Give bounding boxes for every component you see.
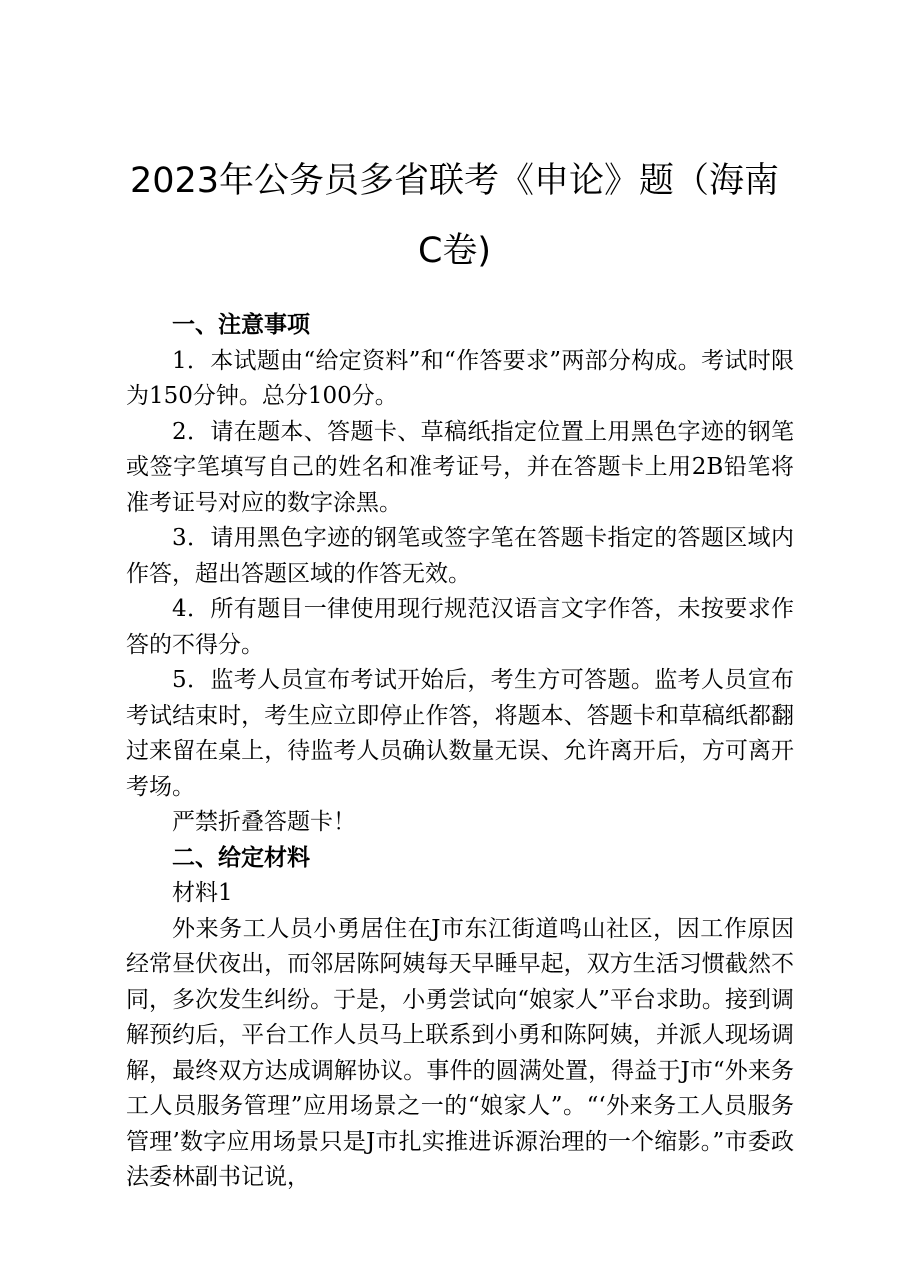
material-paragraph: 外来务工人员小勇居住在J市东江街道鸣山社区，因工作原因经常昼伏夜出，而邻居陈阿姨每天早睡早起，双方生活习惯截然不同，多次发生纠纷。于是，小勇尝试向“娘家人”平台求助。接到调解预约后，平台工作人员马上联系到小勇和陈阿姨，并派人现场调解，最终双方达成调解协议。事件的圆满处置，得益于J市“外来务工人员服务管理”应用场景之一的“娘家人”。“‘外来务工人员服务管理’数字应用场景只是J市扎实推进诉源治理的一个缩影。”市委政法委林副书记说， [126,915,794,1190]
notice-item-1: 1．本试题由“给定资料”和“作答要求”两部分构成。考试时限为150分钟。总分100分。 [126,347,794,409]
material-label: 材料1 [172,880,233,906]
notice-item-2: 2．请在题本、答题卡、草稿纸指定位置上用黑色字迹的钢笔或签字笔填写自己的姓名和准考证号，并在答题卡上用2B铅笔将准考证号对应的数字涂黑。 [126,418,794,516]
document-title: 2023年公务员多省联考《申论》题（海南C卷) [129,161,780,271]
notice-item-4: 4．所有题目一律使用现行规范汉语言文字作答，未按要求作答的不得分。 [126,596,794,658]
document-body [126,308,794,1196]
notice-item-3: 3．请用黑色字迹的钢笔或签字笔在答题卡指定的答题区域内作答，超出答题区域的作答无效。 [126,525,794,587]
section-heading-materials: 二、给定材料 [172,844,310,871]
notice-item-5: 5．监考人员宣布考试开始后，考生方可答题。监考人员宣布考试结束时，考生应立即停止作答，将题本、答题卡和草稿纸都翻过来留在桌上，待监考人员确认数量无误、允许离开后，方可离开考场。 [126,667,794,800]
section-heading-notes: 一、注意事项 [172,312,310,338]
warning-text: 严禁折叠答题卡！ [172,809,356,835]
